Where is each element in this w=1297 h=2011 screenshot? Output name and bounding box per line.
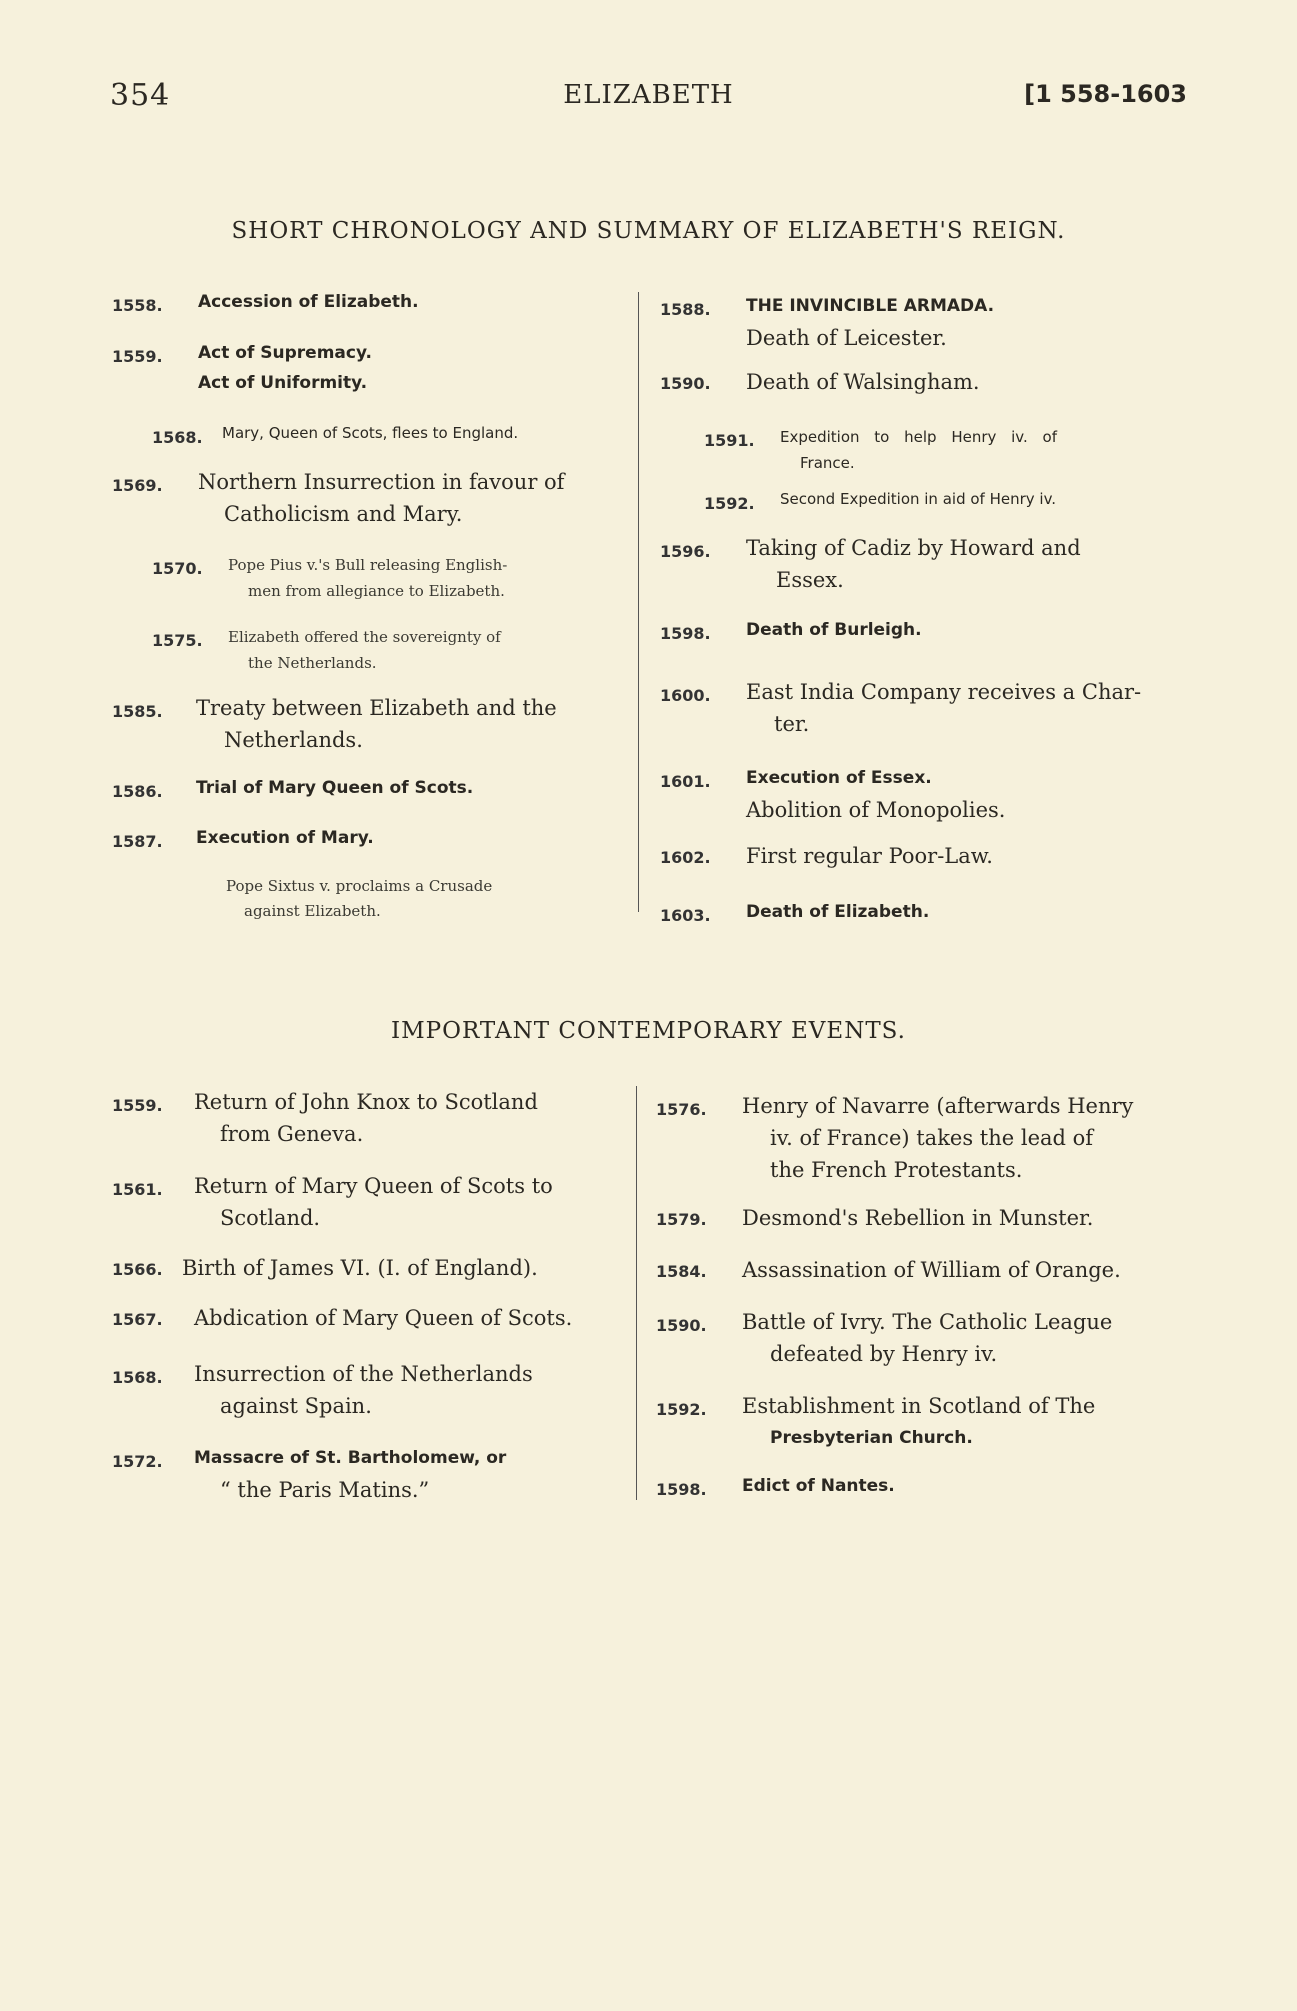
- entry-line: Pope Pius v.'s Bull releasing English-: [228, 556, 508, 574]
- entry-year: 1568.: [112, 1368, 163, 1387]
- entry-line: defeated by Henry iv.: [770, 1342, 998, 1366]
- event-entry: [112, 1256, 632, 1280]
- entry-line: THE INVINCIBLE ARMADA.: [746, 296, 995, 316]
- entry-text: [198, 466, 632, 530]
- entry-year: 1585.: [112, 702, 163, 721]
- entry-text: [746, 762, 1180, 826]
- entry-text: [742, 1390, 1196, 1454]
- entry-line: Accession of Elizabeth.: [198, 292, 419, 312]
- entry-line: Execution of Mary.: [196, 828, 374, 848]
- entry-line: Return of Mary Queen of Scots to: [194, 1174, 553, 1198]
- entry-line: Scotland.: [220, 1206, 321, 1230]
- chronology-entry: [112, 828, 632, 851]
- entry-line: the Netherlands.: [248, 654, 377, 672]
- entry-text: [780, 490, 1184, 513]
- entry-text: [194, 1442, 632, 1506]
- chronology-entry: [660, 370, 1180, 394]
- event-entry: [656, 1206, 1196, 1230]
- entry-line: Catholicism and Mary.: [224, 502, 463, 526]
- event-entry: [112, 1306, 632, 1330]
- entry-text: [194, 1086, 632, 1150]
- chronology-entry: [704, 490, 1184, 513]
- entry-line: Death of Elizabeth.: [746, 902, 930, 922]
- entry-year: 1598.: [660, 624, 711, 643]
- entry-line: Second Expedition in aid of Henry iv.: [780, 490, 1057, 508]
- entry-text: [746, 676, 1180, 740]
- event-entry: [656, 1390, 1196, 1454]
- chronology-entry: [112, 338, 632, 398]
- entry-year: 1590.: [656, 1316, 707, 1335]
- entry-text: [746, 290, 1180, 354]
- entry-text: [194, 1306, 632, 1330]
- entry-year: 1602.: [660, 848, 711, 867]
- entry-line: Act of Supremacy.: [198, 343, 372, 363]
- entry-year: 1592.: [656, 1400, 707, 1419]
- entry-year: 1591.: [704, 431, 755, 450]
- entry-text: [194, 1170, 632, 1234]
- entry-text: [182, 1256, 632, 1280]
- page-header: [110, 78, 1187, 118]
- entry-text: [222, 424, 632, 447]
- event-entry: [112, 1086, 632, 1150]
- entry-line: Abdication of Mary Queen of Scots.: [194, 1306, 573, 1330]
- entry-year: 1600.: [660, 686, 711, 705]
- chronology-entry: [660, 620, 1180, 643]
- entry-text: [746, 620, 1180, 643]
- entry-line: Assassination of William of Orange.: [742, 1258, 1121, 1282]
- entry-line: Henry of Navarre (afterwards Henry: [742, 1094, 1134, 1118]
- entry-line: Trial of Mary Queen of Scots.: [196, 778, 474, 798]
- entry-line: Expedition to help Henry iv. of: [780, 428, 1058, 446]
- chronology-entry: [152, 424, 632, 447]
- entry-line: Birth of James VI. (I. of England).: [182, 1256, 538, 1280]
- column-divider: [636, 1086, 637, 1500]
- entry-line: Mary, Queen of Scots, flees to England.: [222, 424, 519, 442]
- entry-year: 1567.: [112, 1310, 163, 1329]
- entry-text: [198, 338, 632, 398]
- entry-text: [746, 844, 1180, 868]
- entry-line: France.: [800, 454, 855, 472]
- entry-line: East India Company receives a Char-: [746, 680, 1142, 704]
- entry-text: [742, 1090, 1196, 1186]
- entry-line: Establishment in Scotland of The: [742, 1394, 1096, 1418]
- entry-year: 1561.: [112, 1180, 163, 1199]
- chronology-entry: [704, 424, 1184, 476]
- entry-text: [198, 292, 632, 315]
- chronology-entry: [152, 552, 632, 604]
- entry-year: 1587.: [112, 832, 163, 851]
- entry-line: Execution of Essex.: [746, 768, 932, 788]
- entry-year: 1603.: [660, 906, 711, 925]
- entry-line: Taking of Cadiz by Howard and: [746, 536, 1081, 560]
- entry-line: Return of John Knox to Scotland: [194, 1090, 538, 1114]
- entry-text: [780, 424, 1184, 476]
- entry-year: 1572.: [112, 1452, 163, 1471]
- entry-year: 1559.: [112, 1096, 163, 1115]
- entry-line: against Spain.: [220, 1394, 372, 1418]
- event-entry: [656, 1306, 1196, 1370]
- entry-line: Act of Uniformity.: [198, 373, 368, 393]
- chronology-entry: [660, 844, 1180, 868]
- entry-text: [742, 1306, 1196, 1370]
- entry-line: Insurrection of the Netherlands: [194, 1362, 533, 1386]
- entry-year: 1590.: [660, 374, 711, 393]
- entry-year: 1575.: [152, 631, 203, 650]
- event-entry: [112, 1358, 632, 1422]
- event-entry: [656, 1476, 1196, 1499]
- entry-line: Pope Sixtus v. proclaims a Crusade: [226, 877, 493, 895]
- entry-line: Abolition of Monopolies.: [746, 798, 1006, 822]
- chronology-title: SHORT CHRONOLOGY AND SUMMARY OF ELIZABETH'S REIGN.: [231, 218, 1066, 244]
- entry-year: 1559.: [112, 347, 163, 366]
- entry-text: [746, 532, 1180, 596]
- entry-line: against Elizabeth.: [244, 902, 381, 920]
- chronology-entry: [660, 676, 1180, 740]
- column-divider: [638, 292, 639, 912]
- entry-text: [742, 1258, 1196, 1282]
- entry-line: Northern Insurrection in favour of: [198, 470, 565, 494]
- entry-line: Edict of Nantes.: [742, 1476, 895, 1496]
- event-entry: [112, 1170, 632, 1234]
- entry-year: 1569.: [112, 476, 163, 495]
- running-title: ELIZABETH: [563, 80, 734, 110]
- chronology-entry: [112, 692, 632, 756]
- entry-line: ter.: [774, 712, 810, 736]
- entry-year: 1558.: [112, 296, 163, 315]
- events-title: IMPORTANT CONTEMPORARY EVENTS.: [391, 1018, 906, 1044]
- entry-text: [228, 624, 632, 676]
- chronology-entry: [152, 624, 632, 676]
- event-entry: [112, 1442, 632, 1506]
- chronology-entry: [660, 902, 1180, 925]
- chronology-entry: [660, 762, 1180, 826]
- entry-line: Massacre of St. Bartholomew, or: [194, 1448, 507, 1468]
- entry-line: Netherlands.: [224, 728, 363, 752]
- entry-year: 1584.: [656, 1262, 707, 1281]
- entry-year: 1570.: [152, 559, 203, 578]
- chronology-entry: [112, 466, 632, 530]
- entry-line: Death of Leicester.: [746, 326, 947, 350]
- entry-year: 1601.: [660, 772, 711, 791]
- entry-line: from Geneva.: [220, 1122, 364, 1146]
- entry-line: the French Protestants.: [770, 1158, 1023, 1182]
- chronology-entry: [112, 778, 632, 801]
- chronology-entry: [660, 532, 1180, 596]
- entry-year: 1592.: [704, 494, 755, 513]
- entry-year: 1568.: [152, 428, 203, 447]
- event-entry: [656, 1090, 1196, 1186]
- page-number: 354: [110, 78, 171, 113]
- entry-line: Essex.: [776, 568, 844, 592]
- entry-text: [746, 370, 1180, 394]
- entry-text: [742, 1206, 1196, 1230]
- event-entry: [656, 1258, 1196, 1282]
- entry-line: Treaty between Elizabeth and the: [196, 696, 557, 720]
- entry-line: men from allegiance to Elizabeth.: [248, 582, 505, 600]
- entry-line: First regular Poor-Law.: [746, 844, 993, 868]
- entry-text: [194, 1358, 632, 1422]
- entry-year: 1586.: [112, 782, 163, 801]
- entry-text: [196, 778, 632, 801]
- entry-line: iv. of France) takes the lead of: [770, 1126, 1094, 1150]
- entry-year: 1598.: [656, 1480, 707, 1499]
- entry-text: [742, 1476, 1196, 1499]
- entry-line: “ the Paris Matins.”: [220, 1478, 430, 1502]
- entry-year: 1588.: [660, 300, 711, 319]
- entry-text: [746, 902, 1180, 925]
- entry-text: [196, 828, 632, 851]
- chronology-entry: [226, 874, 626, 924]
- entry-text: [228, 552, 632, 604]
- entry-year: 1576.: [656, 1100, 707, 1119]
- entry-line: Death of Burleigh.: [746, 620, 922, 640]
- entry-line: Desmond's Rebellion in Munster.: [742, 1206, 1094, 1230]
- chronology-entry: [112, 292, 632, 315]
- entry-line: Battle of Ivry. The Catholic League: [742, 1310, 1113, 1334]
- entry-line: Death of Walsingham.: [746, 370, 980, 394]
- entry-year: 1579.: [656, 1210, 707, 1229]
- chronology-entry: [660, 290, 1180, 354]
- date-range: [1 558-1603: [1024, 80, 1187, 108]
- entry-year: 1566.: [112, 1260, 163, 1279]
- entry-text: [196, 692, 632, 756]
- entry-text: [226, 874, 626, 924]
- entry-line: Presbyterian Church.: [770, 1428, 973, 1448]
- entry-line: Elizabeth offered the sovereignty of: [228, 628, 501, 646]
- entry-year: 1596.: [660, 542, 711, 561]
